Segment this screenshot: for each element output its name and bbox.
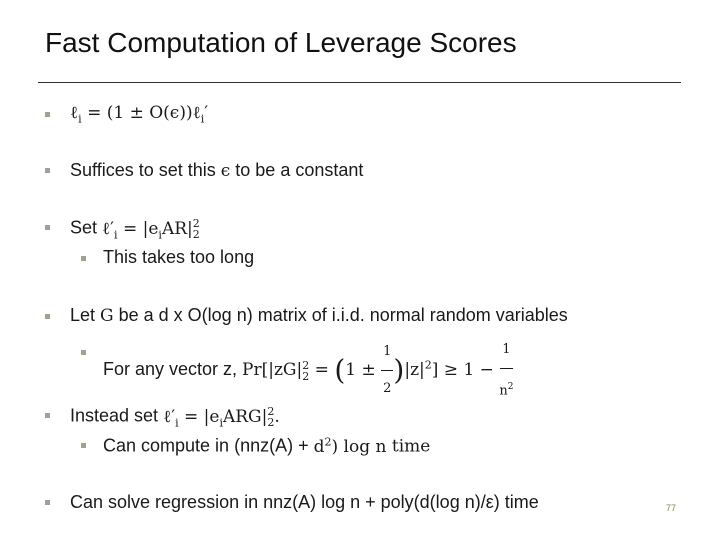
bullet-6: Can solve regression in nnz(A) log n + poly(d(log n)/ε) time bbox=[70, 492, 539, 512]
title-divider bbox=[38, 82, 681, 83]
sub-bullet-marker bbox=[81, 350, 86, 355]
bullet-5: Instead set $\ell'_i = |e_iARG|$ 2 2 . bbox=[70, 405, 280, 429]
slide-title: Fast Computation of Leverage Scores bbox=[45, 27, 517, 58]
bullet-1: ℓ$_i$ = (1 ± O(ϵ))ℓ$_i$′ bbox=[70, 103, 209, 126]
bullet-marker bbox=[45, 314, 50, 319]
sub-bullet-marker bbox=[81, 256, 86, 261]
sub-bullet-3a: This takes too long bbox=[103, 247, 255, 267]
bullet-marker bbox=[45, 500, 50, 505]
bullet-2: Suffices to set this ϵ to be a constant bbox=[70, 160, 364, 181]
sub-bullet-marker bbox=[81, 443, 86, 448]
bullet-marker bbox=[45, 225, 50, 230]
sub-bullet-5a: Can compute in $(nnz(A) + d^2)$ log n time bbox=[103, 435, 431, 457]
bullet-4: Let G be a d x O(log n) matrix of i.i.d. normal random variables bbox=[70, 305, 568, 326]
page-number: 77 bbox=[666, 503, 677, 513]
sub-bullet-4a: For any vector z, Pr[|zG| 2 2 = (1 ± $\frac{1}{2}$ )$|z|^2] \ge 1$ − $\frac{1}{n^2}$ bbox=[103, 332, 513, 409]
bullet-3: Set $\ell'_i = |e_iAR|$ 2 2 bbox=[70, 217, 200, 241]
bullet-marker bbox=[45, 112, 50, 117]
bullet-marker bbox=[45, 413, 50, 418]
bullet-marker bbox=[45, 168, 50, 173]
